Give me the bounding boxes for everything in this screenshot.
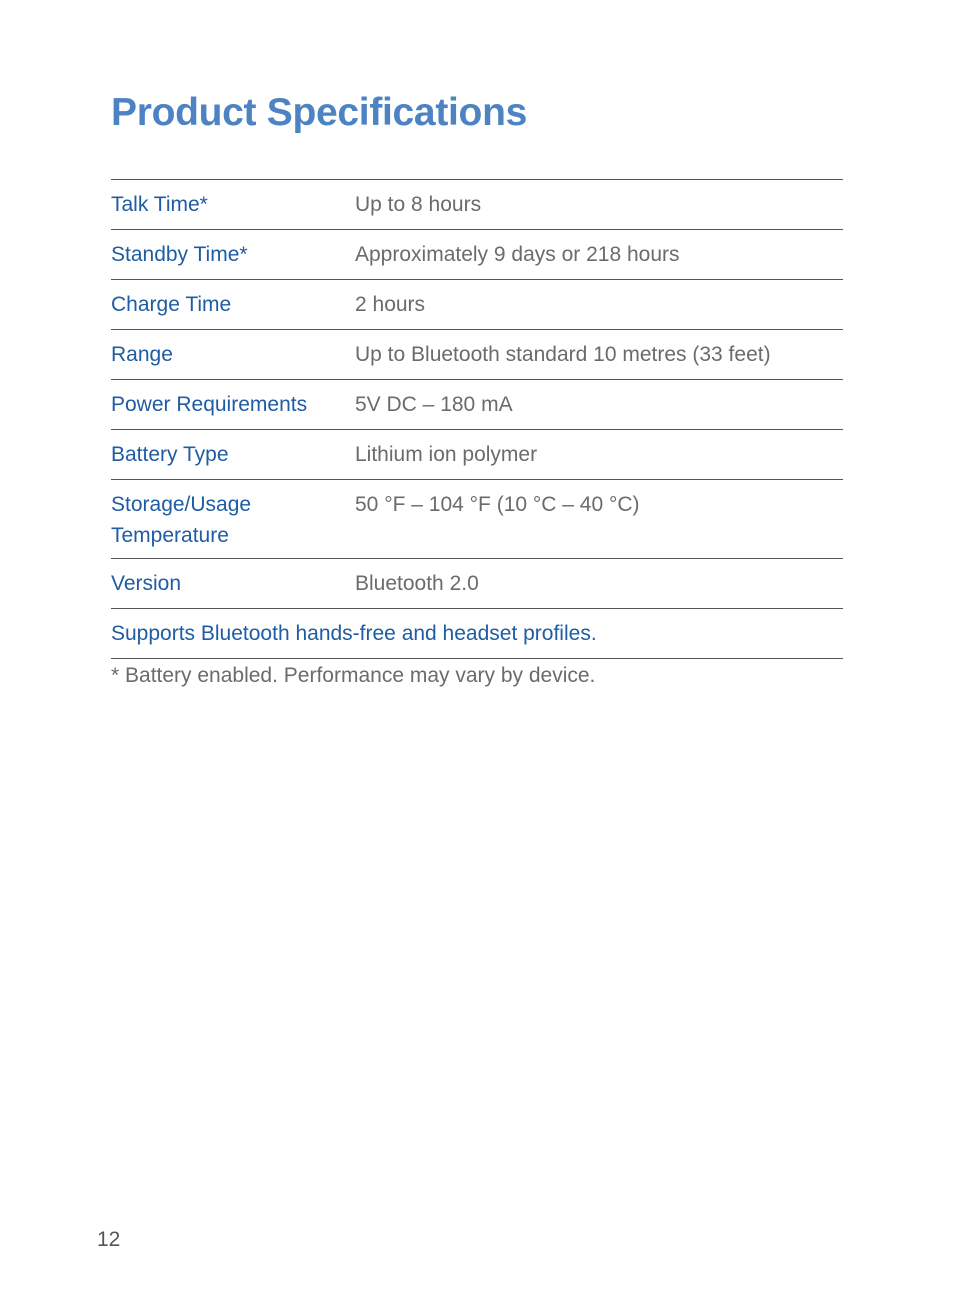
spec-table	[111, 179, 843, 659]
spec-row-storage-usage-temperature	[111, 480, 843, 559]
spec-label: Standby Time*	[111, 243, 248, 266]
spec-row-charge-time	[111, 280, 843, 330]
spec-row-talk-time	[111, 180, 843, 230]
footnote: * Battery enabled. Performance may vary by device.	[111, 664, 596, 687]
spec-value: 50 °F – 104 °F (10 °C – 40 °C)	[355, 493, 640, 516]
spec-value: Bluetooth 2.0	[355, 572, 479, 595]
spec-row-standby-time	[111, 230, 843, 280]
spec-row-range	[111, 330, 843, 380]
page-title: Product Specifications	[111, 91, 527, 134]
spec-label: Talk Time*	[111, 193, 208, 216]
spec-label: Range	[111, 343, 173, 366]
spec-label-line: Temperature	[111, 524, 229, 547]
spec-label: Battery Type	[111, 443, 229, 466]
spec-value: Approximately 9 days or 218 hours	[355, 243, 680, 266]
spec-label: Charge Time	[111, 293, 232, 316]
spec-row-supports-note	[111, 609, 843, 659]
spec-row-version	[111, 559, 843, 609]
spec-label: Version	[111, 572, 182, 595]
spec-label: Power Requirements	[111, 393, 308, 416]
spec-value: Up to Bluetooth standard 10 metres (33 feet)	[355, 343, 771, 366]
spec-row-power-requirements	[111, 380, 843, 430]
supports-note: Supports Bluetooth hands-free and headset profiles.	[111, 622, 597, 645]
spec-row-battery-type	[111, 430, 843, 480]
page-number: 12	[97, 1228, 121, 1251]
spec-value: Lithium ion polymer	[355, 443, 538, 466]
spec-value: Up to 8 hours	[355, 193, 482, 216]
spec-value: 2 hours	[355, 293, 426, 316]
spec-label-line: Storage/Usage	[111, 493, 252, 516]
spec-label	[111, 489, 355, 551]
spec-value: 5V DC – 180 mA	[355, 393, 513, 416]
